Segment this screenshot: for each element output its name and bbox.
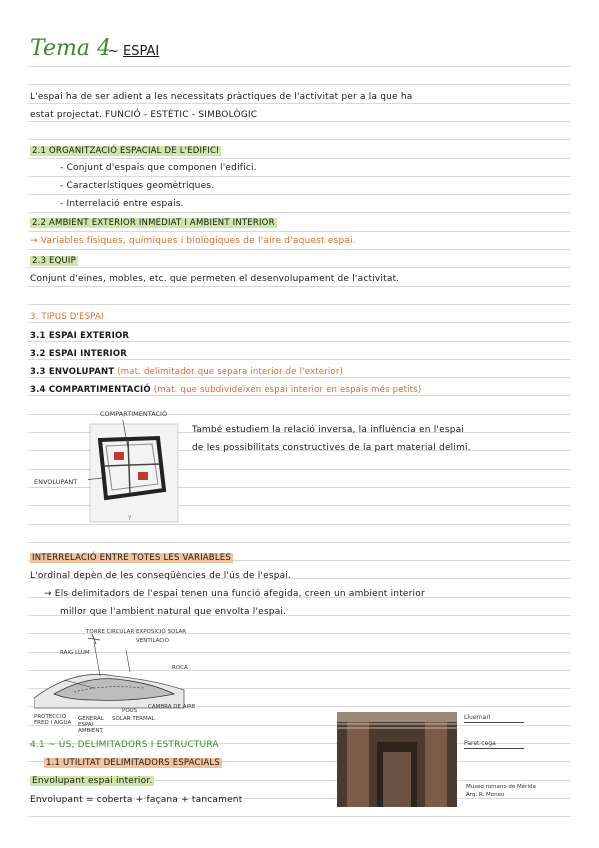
figure2-label-7: POUS: [122, 708, 138, 714]
photo-caption-1: Museo romano de Mérida: [466, 784, 536, 790]
interrelacio-heading-text: INTERRELACIÓ ENTRE TOTES LES VARIABLES: [32, 553, 231, 563]
photo-label-2-underline: [464, 748, 524, 749]
section-2-3-heading: [30, 256, 78, 266]
ruled-line: [28, 121, 571, 122]
ruled-line: [28, 816, 571, 817]
section-2-3-heading-text: 2.3 EQUIP: [32, 256, 76, 266]
ruled-line: [28, 341, 571, 342]
ruled-line: [28, 322, 571, 323]
ruled-line: [28, 176, 571, 177]
title-subject: [108, 44, 159, 59]
ruled-line: [28, 395, 571, 396]
s21-item-3: - Interrelació entre espais.: [60, 199, 184, 209]
section-4-1-sub: [44, 758, 222, 768]
figure2-label-9: CAMBRA DE AIRE: [148, 704, 196, 710]
photo-label-1-underline: [464, 722, 524, 723]
s22-note: → Variables físiques, químiques i biològiques de l'aire d'aquest espai.: [30, 236, 356, 246]
s3-item-4-note: (mat. que subdivideixen espai interior en espais més petits): [153, 385, 422, 395]
s3-item-4-label: 3.4 COMPARTIMENTACIÓ: [30, 385, 151, 395]
figure2-label-8: SOLAR TERMAL: [112, 716, 155, 722]
title-espai: ESPAI: [123, 44, 160, 59]
museum-photo: [337, 712, 457, 807]
interrelacio-line-3: millor que l'ambient natural que envolta l'espai.: [60, 607, 287, 617]
ruled-line: [28, 84, 571, 85]
figure1-text-1: També estudiem la relació inversa, la influència en l'espai: [192, 425, 465, 435]
svg-text:?: ?: [128, 515, 132, 522]
ruled-line: [28, 158, 571, 159]
section-2-1-heading-text: 2.1 ORGANITZACIÓ ESPACIAL DE L'EDIFICI: [32, 146, 219, 156]
s21-item-1: - Conjunt d'espais que componen l'edifici.: [60, 163, 257, 173]
photo-label-2: Paret cega: [464, 740, 496, 747]
ruled-line: [28, 66, 571, 67]
ruled-line: [28, 304, 571, 305]
s3-item-3-note: (mat. delimitador que separa interior de l'exterior): [117, 367, 344, 377]
figure1-label-top: COMPARTIMENTACIÓ: [100, 410, 168, 418]
interrelacio-heading: [30, 553, 233, 563]
ruled-line: [28, 542, 571, 543]
ruled-line: [28, 377, 571, 378]
section-2-2-heading: [30, 218, 277, 228]
figure1-text-2: de les possibilitats constructives de la part material delimi.: [192, 443, 471, 453]
s3-item-2: 3.2 ESPAI INTERIOR: [30, 349, 128, 359]
intro-line-1: L'espai ha de ser adient a les necessitats pràctiques de l'activitat per a la que ha: [30, 92, 413, 102]
photo-caption-2: Arq. R. Moneo: [466, 792, 505, 798]
ruled-line: [28, 249, 571, 250]
section-3-heading: 3. TIPUS D'ESPAI: [30, 312, 104, 322]
figure2-label-3: RAIG LLUM: [60, 650, 90, 656]
page-title: Tema 4: [30, 36, 111, 61]
ruled-line: [28, 267, 571, 268]
ruled-line: [28, 231, 571, 232]
figure2-label-1: TORRE CIRCULAR EXPOSICIÓ SOLAR: [86, 629, 187, 635]
ruled-line: [28, 194, 571, 195]
ruled-line: [28, 359, 571, 360]
figure2-label-6: GENERAL ESPAI AMBIENT: [78, 716, 104, 734]
section-2-1-heading: [30, 146, 221, 156]
building-plan-figure: [88, 420, 180, 525]
s23-text: Conjunt d'eines, mobles, etc. que permeten el desenvolupament de l'activitat.: [30, 274, 400, 284]
intro-line-2: estat projectat. FUNCIÓ - ESTÈTIC - SIMBOLÒGIC: [30, 110, 258, 120]
ruled-line: [28, 286, 571, 287]
figure2-label-5: PROTECCIÓ FRED I AIGUA: [34, 714, 72, 726]
s3-item-1: 3.1 ESPAI EXTERIOR: [30, 331, 130, 341]
photo-label-1: Lluernari: [464, 714, 491, 721]
s41-line-1: [30, 776, 154, 786]
interrelacio-line-1: L'ordinal depèn de les conseqüències de l'ús de l'espai.: [30, 571, 292, 581]
section-4-1-sub-text: 1.1 UTILITAT DELIMITADORS ESPACIALS: [46, 758, 220, 768]
s21-item-2: - Característiques geomètriques.: [60, 181, 215, 191]
s3-item-3-label: 3.3 ENVOLUPANT: [30, 367, 115, 377]
interrelacio-line-2: → Els delimitadors de l'espai tenen una funció afegida, creen un ambient interior: [44, 589, 425, 599]
ruled-line: [28, 212, 571, 213]
ruled-line: [28, 139, 571, 140]
s41-line-1-text: Envolupant espai interior.: [32, 776, 153, 786]
figure2-label-4: ROCA: [172, 665, 188, 671]
s41-line-2: Envolupant = coberta + façana + tancament: [30, 795, 243, 805]
section-4-1-heading: 4.1 ~ ÚS, DELIMITADORS I ESTRUCTURA: [30, 740, 219, 750]
figure1-label-left: ENVOLUPANT: [34, 478, 78, 486]
ruled-line: [28, 103, 571, 104]
section-2-2-heading-text: 2.2 AMBIENT EXTERIOR INMEDIAT I AMBIENT INTERIOR: [32, 218, 275, 228]
figure2-label-2: VENTILACIÓ: [136, 638, 169, 644]
s3-item-3: [30, 367, 343, 377]
title-dash: ~: [108, 44, 124, 59]
s3-item-4: [30, 385, 421, 395]
